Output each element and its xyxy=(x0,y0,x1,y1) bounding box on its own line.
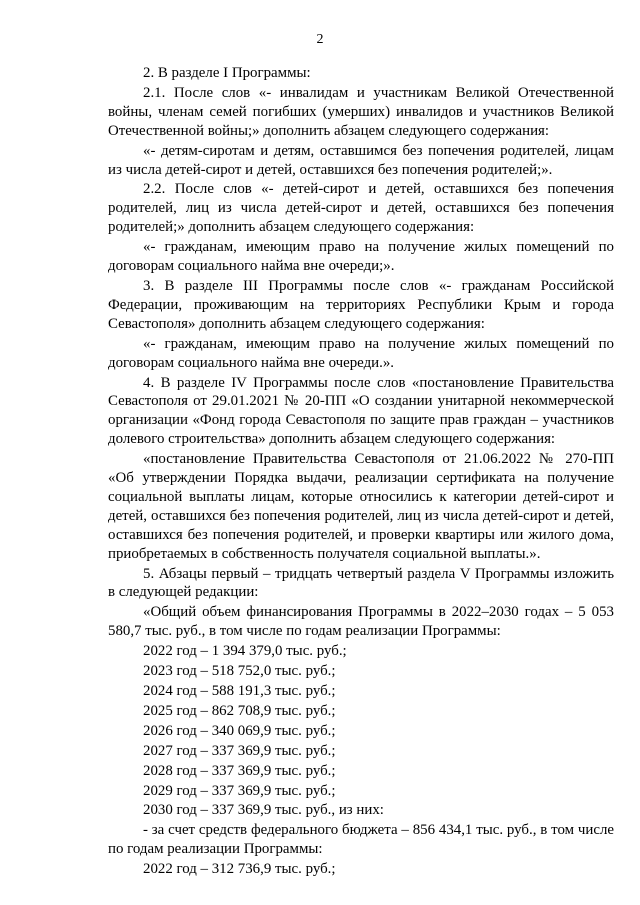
year-line-total: 2025 год – 862 708,9 тыс. руб.; xyxy=(143,702,336,719)
year-line-total: 2023 год – 518 752,0 тыс. руб.; xyxy=(143,663,336,680)
year-line-total: 2029 год – 337 369,9 тыс. руб.; xyxy=(143,782,336,799)
paragraph-2-1: 2.1. После слов «- инвалидам и участникам Великой Отечественной войны, членам семей погибших (умерших) инвалидов и участников Великой Отечественной войны;» дополнить абзацем следующего содержания: xyxy=(108,84,614,139)
year-line-total: 2026 год – 340 069,9 тыс. руб.; xyxy=(143,722,336,739)
year-line-total: 2030 год – 337 369,9 тыс. руб., из них: xyxy=(143,802,384,819)
paragraph-4: 4. В разделе IV Программы после слов «постановление Правительства Севастополя от 29.01.2021 № 20-ПП «О создании унитарной некоммерческой организации «Фонд города Севастополя по защите прав граждан – участников долевого строительства» дополнить абзацем следующего содержания: xyxy=(108,374,614,448)
federal-budget-paragraph: - за счет средств федерального бюджета – 856 434,1 тыс. руб., в том числе по годам реализации Программы: xyxy=(108,822,614,858)
year-line-total: 2028 год – 337 369,9 тыс. руб.; xyxy=(143,762,336,779)
paragraph-2-2: 2.2. После слов «- детей-сирот и детей, оставшихся без попечения родителей, лиц из числа детей-сирот и детей, оставшихся без попечения родителей;» дополнить абзацем следующего содержания: xyxy=(108,181,614,236)
paragraph-5-total: «Общий объем финансирования Программы в 2022–2030 годах – 5 053 580,7 тыс. руб., в том числе по годам реализации Программы: xyxy=(108,604,614,640)
year-line-total: 2022 год – 1 394 379,0 тыс. руб.; xyxy=(143,643,347,660)
year-line-total: 2024 год – 588 191,3 тыс. руб.; xyxy=(143,683,336,699)
page-number: 2 xyxy=(316,32,324,47)
paragraph-5: 5. Абзацы первый – тридцать четвертый раздела V Программы изложить в следующей редакции: xyxy=(108,565,614,601)
paragraph-3: 3. В разделе III Программы после слов «- гражданам Российской Федерации, проживающим на территориях Республики Крым и города Севастополя» дополнить абзацем следующего содержания: xyxy=(108,277,614,332)
paragraph-2-2-insert: «- гражданам, имеющим право на получение жилых помещений по договорам социального найма вне очереди;». xyxy=(108,239,614,275)
paragraph-2-1-insert: «- детям-сиротам и детям, оставшимся без попечения родителей, лицам из числа детей-сирот и детей, оставшихся без попечения родителей;». xyxy=(108,142,614,178)
paragraph-3-insert: «- гражданам, имеющим право на получение жилых помещений по договорам социального найма вне очереди.». xyxy=(108,335,614,371)
document-body xyxy=(108,64,614,880)
paragraph-4-insert: «постановление Правительства Севастополя от 21.06.2022 № 270-ПП «Об утверждении Порядка выдачи, реализации сертификата на получение социальной выплаты лицам, которые относились к категории детей-сирот и детей, оставшихся без попечения родителей, лиц из числа детей-сирот и детей, оставшихся без попечения родителей, и проверки квартиры или жилого дома, приобретаемых в собственность получателя социальной выплаты.». xyxy=(108,451,614,562)
paragraph-2: 2. В разделе I Программы: xyxy=(143,65,311,81)
year-line-federal: 2022 год – 312 736,9 тыс. руб.; xyxy=(143,861,336,878)
year-line-total: 2027 год – 337 369,9 тыс. руб.; xyxy=(143,742,336,759)
